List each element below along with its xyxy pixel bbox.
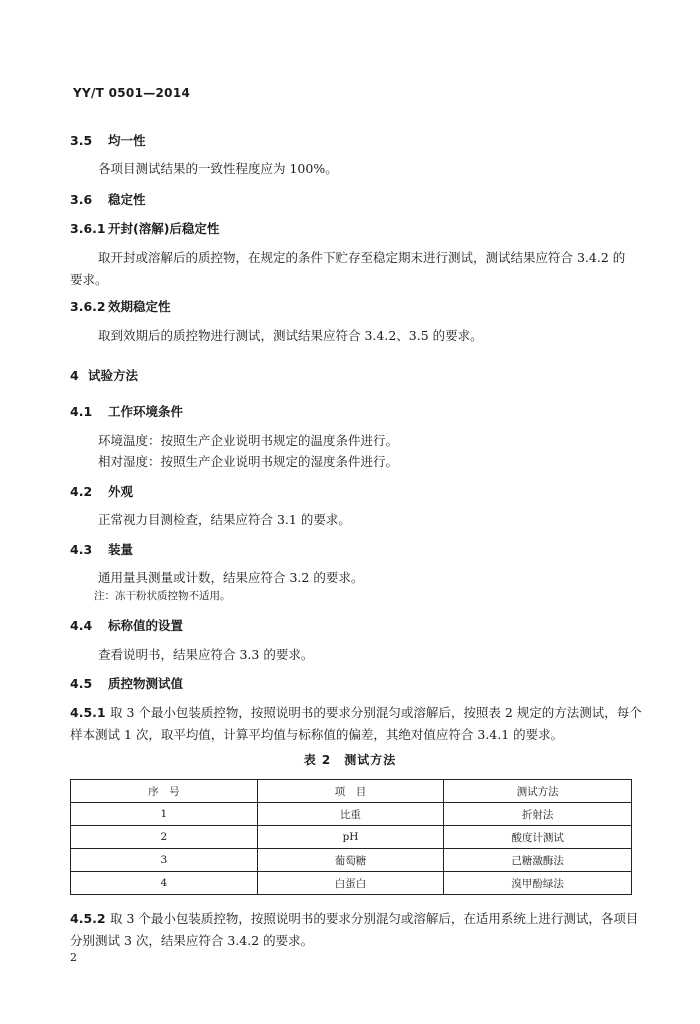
table-cell: 4 bbox=[71, 872, 258, 895]
heading-3-6 bbox=[70, 190, 146, 208]
table-row bbox=[71, 849, 632, 872]
section-number: 4 bbox=[70, 368, 79, 383]
table-cell: 酸度计测试 bbox=[444, 826, 632, 849]
paragraph-4-3: 通用量具测量或计数，结果应符合 3.2 的要求。 bbox=[98, 570, 364, 585]
heading-4-4 bbox=[70, 616, 183, 634]
section-number: 4.1 bbox=[70, 404, 93, 419]
header-cell-method: 测试方法 bbox=[444, 780, 632, 803]
section-title: 标称值的设置 bbox=[108, 618, 184, 633]
section-title: 均一性 bbox=[108, 133, 146, 148]
heading-4-1 bbox=[70, 402, 183, 420]
heading-3-6-1 bbox=[70, 219, 219, 237]
paragraph-4-2: 正常视力目测检查，结果应符合 3.1 的要求。 bbox=[98, 512, 351, 527]
table-cell: 1 bbox=[71, 803, 258, 826]
paragraph-4-1-line1: 环境温度：按照生产企业说明书规定的温度条件进行。 bbox=[98, 433, 399, 448]
section-title: 稳定性 bbox=[108, 192, 146, 207]
header-cell-index: 序 号 bbox=[71, 780, 258, 803]
test-methods-table bbox=[70, 779, 632, 895]
table-header-row bbox=[71, 780, 632, 803]
section-number: 3.6 bbox=[70, 192, 93, 207]
paragraph-4-5-2-line1 bbox=[70, 909, 638, 927]
paragraph-4-5-2-line2: 分别测试 3 次，结果应符合 3.4.2 的要求。 bbox=[70, 933, 314, 948]
section-number: 3.6.1 bbox=[70, 221, 106, 236]
paragraph-4-5-1-line1 bbox=[70, 703, 642, 721]
paragraph-text: 取 3 个最小包装质控物，按照说明书的要求分别混匀或溶解后，在适用系统上进行测试，各项目 bbox=[110, 911, 639, 926]
table-cell: 葡萄糖 bbox=[257, 849, 444, 872]
paragraph-3-6-1-line1: 取开封或溶解后的质控物，在规定的条件下贮存至稳定期末进行测试，测试结果应符合 3.4.2 的 bbox=[98, 250, 626, 265]
paragraph-3-5: 各项目测试结果的一致性程度应为 100%。 bbox=[98, 161, 338, 176]
paragraph-text: 取 3 个最小包装质控物，按照说明书的要求分别混匀或溶解后，按照表 2 规定的方法测试，每个 bbox=[110, 705, 642, 720]
heading-3-6-2 bbox=[70, 297, 171, 315]
heading-4 bbox=[70, 366, 138, 384]
table-cell: 2 bbox=[71, 826, 258, 849]
table-cell: pH bbox=[257, 826, 444, 849]
section-title: 试验方法 bbox=[88, 368, 139, 383]
heading-4-2 bbox=[70, 482, 133, 500]
section-title: 装量 bbox=[108, 542, 134, 557]
paragraph-4-1-line2: 相对湿度：按照生产企业说明书规定的湿度条件进行。 bbox=[98, 454, 399, 469]
section-title: 工作环境条件 bbox=[108, 404, 184, 419]
document-code: YY/T 0501—2014 bbox=[73, 86, 191, 100]
table-row bbox=[71, 826, 632, 849]
table-row bbox=[71, 872, 632, 895]
section-number: 3.6.2 bbox=[70, 299, 106, 314]
section-number: 4.5.2 bbox=[70, 911, 106, 926]
heading-4-3 bbox=[70, 540, 133, 558]
note-4-3: 注：冻干粉状质控物不适用。 bbox=[94, 590, 231, 602]
section-number: 4.4 bbox=[70, 618, 93, 633]
table-caption: 表 2 测试方法 bbox=[303, 753, 397, 767]
table-cell: 己糖激酶法 bbox=[444, 849, 632, 872]
section-title: 质控物测试值 bbox=[108, 676, 184, 691]
table-cell: 3 bbox=[71, 849, 258, 872]
section-title: 开封(溶解)后稳定性 bbox=[108, 221, 220, 236]
table-row bbox=[71, 803, 632, 826]
paragraph-4-5-1-line2: 样本测试 1 次，取平均值，计算平均值与标称值的偏差，其绝对值应符合 3.4.1 的要求。 bbox=[70, 727, 564, 742]
table-cell: 白蛋白 bbox=[257, 872, 444, 895]
section-number: 4.5.1 bbox=[70, 705, 106, 720]
table-cell: 比重 bbox=[257, 803, 444, 826]
page-number: 2 bbox=[70, 951, 77, 964]
section-number: 4.5 bbox=[70, 676, 93, 691]
paragraph-3-6-1-line2: 要求。 bbox=[70, 272, 108, 287]
section-title: 效期稳定性 bbox=[108, 299, 171, 314]
table-cell: 溴甲酚绿法 bbox=[444, 872, 632, 895]
header-cell-item: 项 目 bbox=[257, 780, 444, 803]
table-cell: 折射法 bbox=[444, 803, 632, 826]
section-number: 4.3 bbox=[70, 542, 93, 557]
section-number: 4.2 bbox=[70, 484, 93, 499]
heading-3-5 bbox=[70, 131, 146, 149]
paragraph-3-6-2: 取到效期后的质控物进行测试，测试结果应符合 3.4.2、3.5 的要求。 bbox=[98, 328, 483, 343]
section-number: 3.5 bbox=[70, 133, 93, 148]
section-title: 外观 bbox=[108, 484, 134, 499]
heading-4-5 bbox=[70, 674, 183, 692]
paragraph-4-4: 查看说明书，结果应符合 3.3 的要求。 bbox=[98, 647, 314, 662]
